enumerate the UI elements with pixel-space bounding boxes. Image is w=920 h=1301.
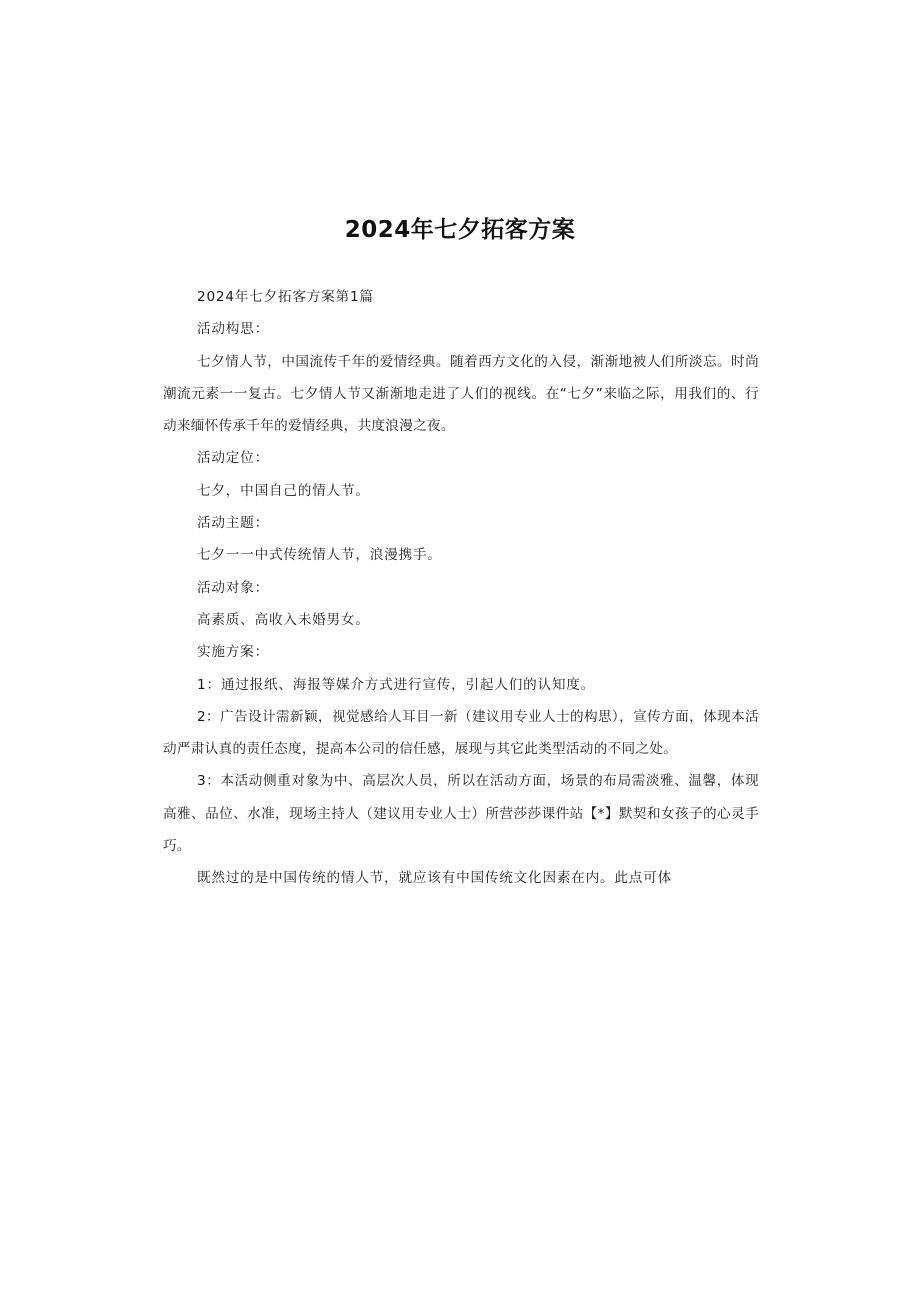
paragraph-positioning: 七夕，中国自己的情人节。 xyxy=(197,482,370,499)
paragraph-step-2: 2：广告设计需新颖，视觉感给人耳目一新（建议用专业人士的构思），宣传方面，体现本活动严肃认真的责任态度，提高本公司的信任感，展现与其它此类型活动的不同之处。 xyxy=(163,708,759,758)
paragraph-step-1: 1：通过报纸、海报等媒介方式进行宣传，引起人们的认知度。 xyxy=(197,676,596,693)
paragraph-traditional-culture: 既然过的是中国传统的情人节，就应该有中国传统文化因素在内。此点可体 xyxy=(197,870,672,887)
document-body xyxy=(163,281,759,895)
paragraph-concept: 七夕情人节，中国流传千年的爱情经典。随着西方文化的入侵，渐渐地被人们所淡忘。时尚潮流元素一一复古。七夕情人节又渐渐地走进了人们的视线。在“七夕”来临之际，用我们的、行动来缅怀传承千年的爱情经典，共度浪漫之夜。 xyxy=(163,353,759,435)
label-activity-concept: 活动构思： xyxy=(197,321,269,338)
label-activity-positioning: 活动定位： xyxy=(197,450,269,467)
paragraph-audience: 高素质、高收入未婚男女。 xyxy=(197,611,370,628)
paragraph-theme: 七夕一一中式传统情人节，浪漫携手。 xyxy=(197,547,442,564)
label-activity-theme: 活动主题： xyxy=(197,515,269,532)
section-heading: 2024年七夕拓客方案第1篇 xyxy=(197,289,374,305)
document-title: 2024年七夕拓客方案 xyxy=(344,217,576,243)
label-activity-audience: 活动对象： xyxy=(197,579,269,596)
paragraph-step-3: 3：本活动侧重对象为中、高层次人员，所以在活动方面，场景的布局需淡雅、温馨，体现高雅、品位、水准，现场主持人（建议用专业人士）所营莎莎课件站【*】默契和女孩子的心灵手巧。 xyxy=(163,773,759,855)
label-implementation: 实施方案： xyxy=(197,644,269,661)
